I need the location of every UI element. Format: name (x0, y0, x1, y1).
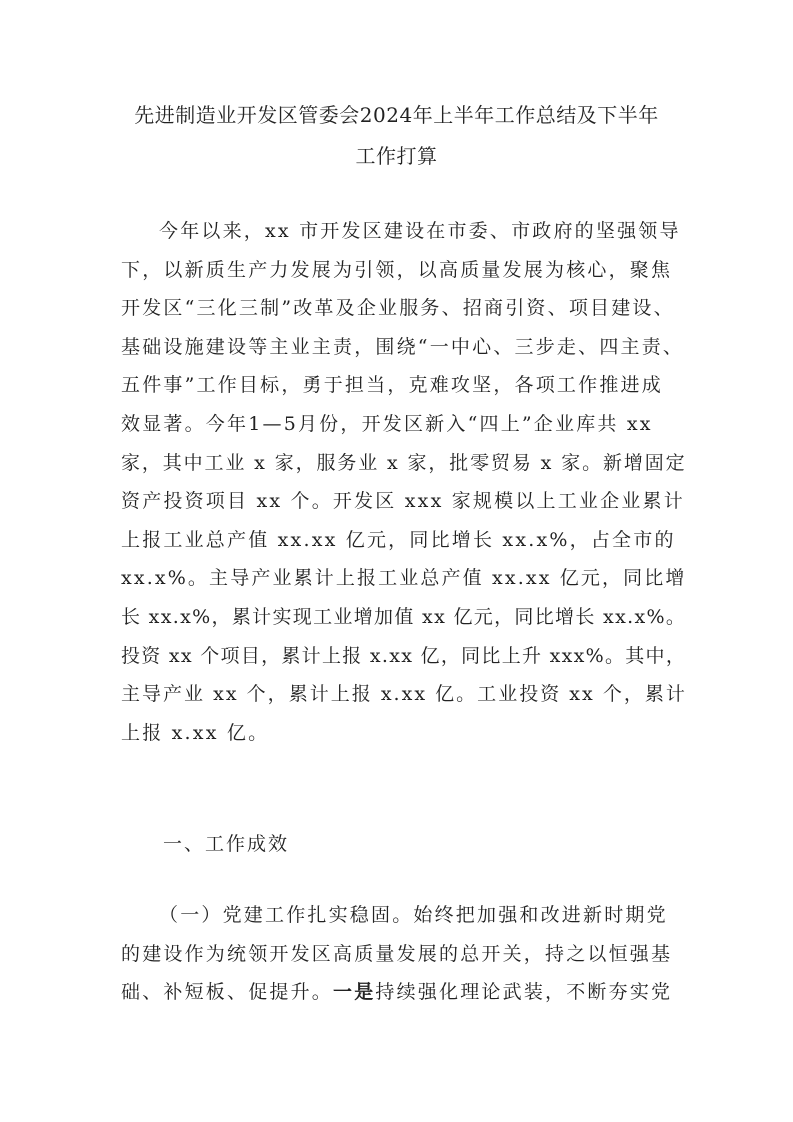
document-title-line-2: 工作打算 (355, 144, 438, 168)
intro-line: xx.x%。主导产业累计上报工业总产值 xx.xx 亿元，同比增 (121, 567, 687, 590)
intro-line: 效显著。今年1—5月份，开发区新入“四上”企业库共 xx (121, 412, 653, 435)
document-title-line-1: 先进制造业开发区管委会2024年上半年工作总结及下半年 (134, 103, 659, 127)
intro-line: 今年以来，xx 市开发区建设在市委、市政府的坚强领导 (159, 220, 681, 242)
paragraph-line (121, 973, 687, 1012)
paragraph-line-lead: 础、补短板、促提升。 (121, 981, 334, 1004)
intro-line: 五件事”工作目标，勇于担当，克难攻坚，各项工作推进成 (121, 374, 663, 397)
section-heading-work-results: 一、工作成效 (163, 833, 290, 855)
intro-line: 家，其中工业 x 家，服务业 x 家，批零贸易 x 家。新增固定 (121, 451, 687, 474)
intro-line: 下，以新质生产力发展为引领，以高质量发展为核心，聚焦 (121, 258, 673, 281)
intro-paragraph (121, 212, 687, 752)
paragraph-line-rest: 持续强化理论武装，不断夯实党 (375, 981, 673, 1004)
intro-line: 投资 xx 个项目，累计上报 x.xx 亿，同比上升 xxx%。其中， (121, 644, 687, 667)
paragraph-line: 的建设作为统领开发区高质量发展的总开关，持之以恒强基 (121, 942, 673, 965)
intro-line: 长 xx.x%，累计实现工业增加值 xx 亿元，同比增长 xx.x%。 (121, 605, 687, 628)
intro-line: 上报工业总产值 xx.xx 亿元，同比增长 xx.x%，占全市的 (121, 528, 676, 551)
intro-line: 主导产业 xx 个，累计上报 x.xx 亿。工业投资 xx 个，累计 (121, 683, 687, 706)
intro-line: 上报 x.xx 亿。 (121, 721, 270, 744)
emphasis-first-point: 一是 (333, 981, 376, 1004)
intro-line: 资产投资项目 xx 个。开发区 xxx 家规模以上工业企业累计 (121, 490, 685, 513)
party-building-paragraph (121, 896, 687, 1012)
intro-line: 开发区“三化三制”改革及企业服务、招商引资、项目建设、 (121, 297, 675, 320)
paragraph-line: （一）党建工作扎实稳固。始终把加强和改进新时期党 (159, 904, 668, 926)
intro-line: 基础设施建设等主业主责，围绕“一中心、三步走、四主责、 (121, 335, 685, 358)
